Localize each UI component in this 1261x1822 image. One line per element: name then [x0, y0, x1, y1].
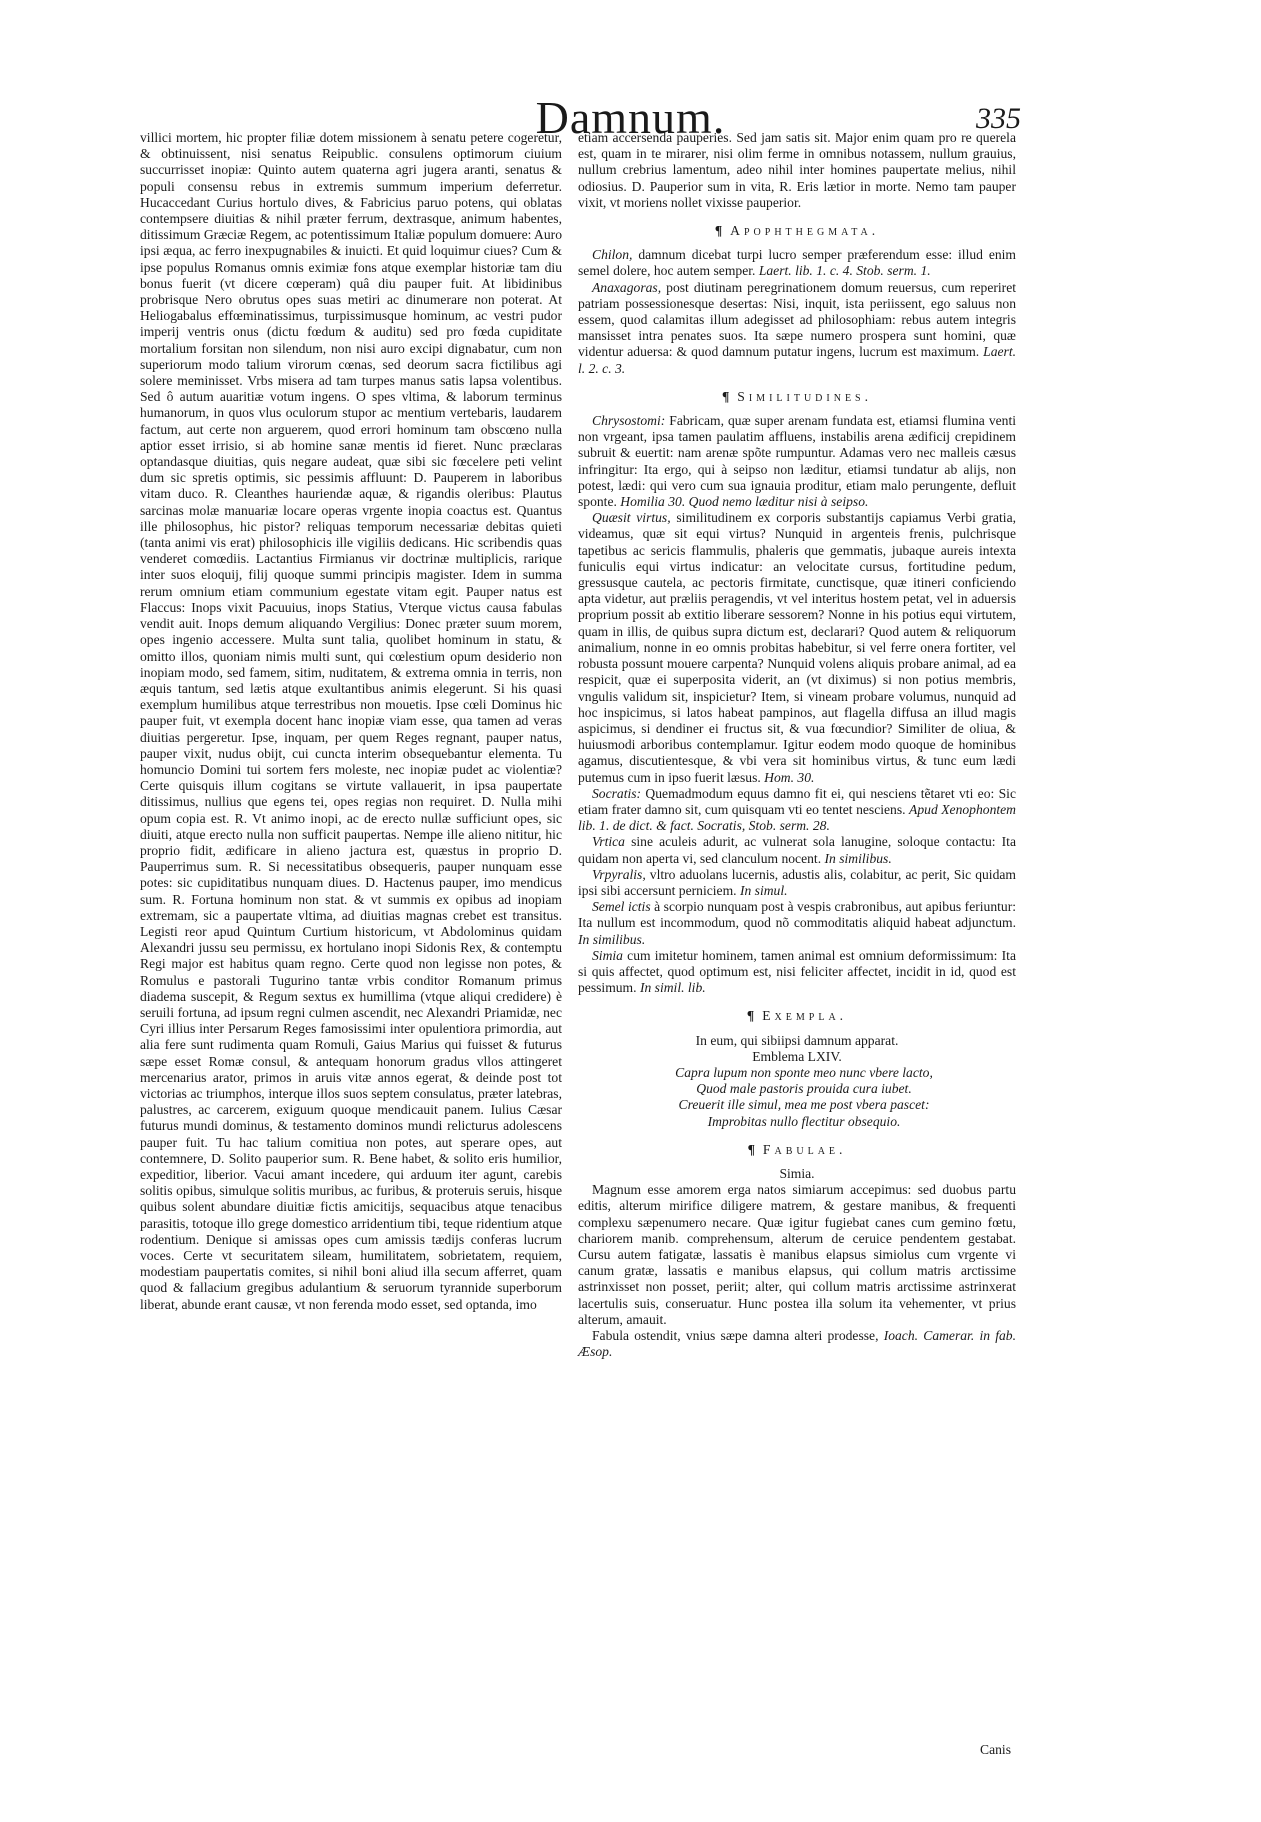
emblem-verse: Quod male pastoris prouida cura iubet.	[696, 1081, 912, 1097]
entry-vrpyralis	[578, 867, 1016, 899]
fable-title: Simia.	[779, 1165, 815, 1181]
entry-author: Chrysostomi:	[592, 413, 666, 429]
entry-quaesit-virtus	[578, 510, 1016, 785]
section-heading-text: Similitudines.	[737, 388, 873, 404]
entry-author: Vrtica	[592, 834, 625, 850]
entry-text: Quemadmodum equus damno fit ei, qui nesciens tẽtaret vti eo: Sic etiam frater damno sit, cum quisquam vti eo tentet nesciens.	[578, 785, 1016, 817]
moral-reference: Ioach. Camerar. in fab. Æsop.	[578, 1328, 1016, 1360]
entry-anaxagoras	[578, 280, 1016, 377]
pilcrow-mark: ¶	[714, 223, 723, 239]
fable-moral	[578, 1328, 1016, 1360]
section-heading-text: Fabulae.	[762, 1141, 847, 1157]
section-heading-text: Exempla.	[762, 1008, 848, 1024]
entry-author: Anaxagoras,	[592, 279, 662, 295]
page-number: 335	[976, 102, 1021, 135]
entry-text: damnum dicebat turpi lucro semper præferendum esse: illud enim semel dolere, hoc autem semper.	[578, 247, 1017, 279]
section-heading-exempla	[578, 1008, 1016, 1024]
entry-simia	[578, 948, 1016, 997]
entry-semel-ictis	[578, 899, 1016, 948]
right-column	[578, 130, 1016, 1360]
entry-author: Semel ictis	[592, 899, 651, 915]
pilcrow-mark: ¶	[747, 1141, 755, 1157]
entry-vrtica	[578, 834, 1016, 866]
entry-socratis	[578, 786, 1016, 835]
entry-reference: In similibus.	[824, 850, 892, 866]
entry-reference: Homilia 30. Quod nemo læditur nisi à seipso.	[620, 494, 869, 510]
section-heading-apophthegmata	[578, 223, 1016, 239]
right-column-intro: etiam accersenda pauperies. Sed jam satis sit. Major enim quam pro re querela est, quam in te mirarer, nisi olim ferme in omnibus notassem, nullum grauius, nullum crebrius lamentum, adeo nihil inter homines paupertate melius, nihil odiosius. D. Pauperior sum in vita, R. Eris lætior in morte. Nemo tam pauper vixit, vt moriens nollet vixisse pauperior.	[578, 130, 1016, 210]
entry-text: Fabricam, quæ super arenam fundata est, etiamsi flumina venti non vrgeant, ipsa tamen paulatim affluens, instabilis arena ædificij crepidinem subruit & euertit: nam arenæ spõte rumpuntur. Adamas vero nec malleis cæsus infringitur: Ita ergo, qui à seipso non læditur, etiamsi tundatur ab alijs, non potest, lædi: qui vero cum sua ignauia proditur, etiam malo perungente, defluit sponte.	[578, 413, 1016, 510]
entry-reference: In simul.	[739, 882, 788, 898]
entry-author: Chilon,	[592, 247, 633, 263]
left-column	[140, 130, 562, 1313]
entry-author: Vrpyralis,	[592, 866, 646, 882]
entry-author: Simia	[592, 947, 623, 963]
entry-author: Quæsit virtus,	[592, 510, 671, 526]
entry-reference: Laert. l. 2. c. 3.	[578, 344, 1016, 376]
running-title: Damnum.	[535, 92, 726, 143]
entry-author: Socratis:	[592, 785, 642, 801]
section-heading-fabulae	[578, 1142, 1016, 1158]
emblem-title: In eum, qui sibiipsi damnum apparat.	[695, 1032, 899, 1048]
catchword: Canis	[980, 1742, 1011, 1757]
entry-reference: In simil. lib.	[639, 980, 706, 996]
entry-text: post diutinam peregrinationem domum reuersus, cum reperiret patriam possessionesque desertas: Nisi, inquit, ista periissent, ego saluus non essem, quod calamitas illum adegisset ad philosophiam: rebus autem integris mansisset intra penates suos. Ita sæpe numero prospera sunt homini, quæ videntur aduersa: & quod damnum putatur ingens, lucrum est maximum.	[578, 279, 1016, 360]
section-heading-similitudines	[578, 389, 1016, 405]
emblem-verse: Creuerit ille simul, mea me post vbera pascet:	[678, 1097, 930, 1113]
left-column-text: villici mortem, hic propter filiæ dotem missionem à senatu petere cogeretur, & obtinuissent, nisi senatus Reipublic. consulens optimorum ciuium succurrisset inopiæ: Quinto autem quaterna agri jugera aranti, senatus & populi consensu rebus in extremis summum imperium deferretur. Hucaccedant Curius hortulo dives, & Fabricius paruo potens, qui oblatas contempsere diuitias & nihil præter ferrum, dextrasque, animum habentes, ditissimum Græciæ Regem, ac potentissimum Italiæ populum domuere: Auro ipsi æqua, ac ferro inexpugnabiles & inuicti. Et quid loquimur ciues? Cum & ipse populus Romanus omnis eximiæ fons atque exemplar historiæ tam diu bonus fuerit (vt dicere cœperam) quâ diu pauper fuit. At libidinibus probrisque Nero obrutus opes suas metiri ac dinumerare non poterat. At Heliogabalus effœminatissimus, turpissimusque hominum, ac vestri pudor imperij ventris onus (dictu fœdum & auditu) sed pro fœda cupiditate mortalium forsitan non silendum, non nisi auro excipi dignabatur, cum non superiorum modo talium virorum cœnas, sed deorum sacra fictilibus agi solere meminisset. Vrbs misera ad tam turpes manus satis lapsa volentibus. Sed ô autum auaritiæ votum ingens. O spes vltima, & laborum terminus humanorum, in quos vlus oculorum stupor ac mentium vertebaris, laudarem factum, aut certe non arguerem, quod errori hominum tam obscœno nulla aptior esset irrisio, si ab homine sanæ mentis id fieret. Nunc præclaras optandasque diuitias, quis negare audeat, quæ sibi sic fœcelere peti velint dum sic spretis optimis, sic pessimis affluunt: D. Pauperem in laboribus vitam duco. R. Cleanthes hauriendæ aquæ, & rigandis oleribus: Plautus sarcinas molæ manuariæ locare operas vrgente inopia coactus est. Quantus ille philosophus, hic pistor? reliquas temporum necessariæ debitas quieti (tanta animi vis erat) philosophicis ille vigiliis dedicans. Hic scribendis quas venderet comœdiis. Lactantius Firmianus vir doctrinæ multiplicis, rarique inter suos eloquij, filij quoque summi principis magister. Idem in summa rerum omnium etiam communium egestate vitam egit. Pauper natus est Flaccus: Inops vixit Pacuuius, inops Statius, Vterque victus causa fabulas vendit auit. Inops demum aliquando Vergilius: Donec præter suum morem, opes ingenio accessere. Multa sunt talia, quolibet hominum in statu, & omitto illos, quoniam nimis multi sunt, qui cœlestium opum desiderio non inopiam modo, sed famem, sitim, nuditatem, & extrema omnia in terris, non æquis tantum, sed lætis atque exultantibus animis elegerunt. Si his quasi exemplum humilibus atque terrestribus non mouetis. Ipse cœli Dominus hic pauper fuit, vt exempla docent hanc inopiæ viam esse, qua tamen ad veras diuitias pergeretur. Ipse, inquam, per quem Reges regnant, pauper natus, pauper vixit, nudus obijt, cui cuncta interim obsequebantur elementa. Tu homuncio Domini tui sortem fers moleste, nec inopiæ pudet ac violentiæ? Certe quisquis illum cogitans se virtute vallauerit, in ipsa paupertate ditissimus, nullius que egens tei, opes regias non requiret. D. Nulla mihi opum copia est. R. Vt animo inopi, ac de erecto nullæ sufficiunt opes, sic diuiti, atque erecto nulla non sufficit paupertas. Nempe ille alieno nititur, hic proprio fidit, ædificare in alieno jactura est, quæstus in proprio D. Pauperrimus sum. R. Si necessitatibus obsequeris, pauper nunquam esse potes: sic cupiditatibus nunquam diues. D. Hactenus pauper, imo mendicus sum. R. Fortuna hominum non stat. & vt summis ex opibus ad inopiam extremam, sic a paupertate vltima, ad diuitias magnas crebet est transitus. Legisti reor apud Quintum Curtium historicum, vt Abdolominus quidam Alexandri jussu seu permissu, ex hortulano inopi Sidonis Rex, & contemptu Regi major est habitus quam regno. Certe quod non legisse non potes, & Romulus e pastorali Tugurino tantæ vrbis conditor Romanum primus diadema suscepit, & Regum sextus ex humillima (vtque aliqui credidere) è seruili fortuna, ad ipsum regni culmen ascendit, nec Alexandri Priamidæ, nec Cyri illius inter Persarum Reges famosissimi inter opulentiora primordia, aut alia fere sunt rudimenta quam Romuli, Gaius Marius qui fuisset & futurus sæpe esset Romæ consul, & antequam honorum gradus vllos attingeret mercenarius arator, primos in aruis vitæ annos egerat, & deinde post tot victorias ac triumphos, interque illos suos septem consulatus, præter latebras, palustres, ac carcerem, exiguum quoque mendicauit panem. Iulius Cæsar futurus mundi dominus, & testamento dominos mundi relicturus adolescens pauper fuit. Tu hac talium comitiua non potes, aut sperare opes, aut contemnere, D. Solito pauperior sum. R. Bene habet, & solito eris humilior, expeditior, liberior. Vacui amant incedere, qui arduum iter agunt, carebis solitis opibus, simulque solitis muribus, ac furibus, & proteruis seruis, hisque quibus solent abundare diuitiæ fictis amicitijs, sequacibus atque tenacibus parasitis, totoque illo grege domestico arridentium tibi, teque ridentium atque rodentium. Denique si amissas opes cum amissis tædijs conferas lucrum voces. Certe vt securitatem sileam, humilitatem, sobrietatem, requiem, modestiam paupertatis comites, si nihil boni aliud illa secum afferret, quam quod & fallacium gregibus adulantium & seruorum tyrannide superborum liberat, abunde erant causæ, vt non ferenda modo esset, sed optanda, imo	[140, 130, 562, 1312]
entry-chrysostomi	[578, 413, 1016, 510]
fable-text: Magnum esse amorem erga natos simiarum accepimus: sed duobus partu editis, alterum mirifice diligere matrem, & gestare manibus, & frequenti complexu sæpenumero necare. Quæ igitur fugiebat canes cum gemino fœtu, chariorem manib. comprehensum, alterum de ceruice pendentem gestabat. Cursu autem fatigatæ, lassatis è manibus elapsus simiolus cum vrgente vi canum gratæ, lassatis e manibus elapsus, qui collum matris arctissime astrinxisset non posset, periit; alter, qui collum matris arctissime astrinxerat lacertulis suis, conseruatur. Hunc postea illa solum ita vehementer, vt prius alterum, amauit.	[578, 1182, 1016, 1327]
emblem-number: Emblema LXIV.	[752, 1048, 842, 1064]
entry-reference: Hom. 30.	[764, 769, 815, 785]
entry-text: à scorpio nunquam post à vespis crabronibus, aut apibus feriuntur: Ita nullum est incommodum, quod nõ commoditatis aliquid habeat adjunctum.	[578, 899, 1016, 931]
emblem-verse: Improbitas nullo flectitur obsequio.	[707, 1113, 901, 1129]
entry-chilon	[578, 247, 1016, 279]
entry-text: cum imitetur hominem, tamen animal est omnium deformissimum: Ita si quis affectet, quod optimum est, nisi feliciter affectet, incidit in id, quod est pessimum.	[578, 947, 1016, 996]
pilcrow-mark: ¶	[746, 1008, 755, 1024]
entry-reference: Apud Xenophontem lib. 1. de dict. & fact. Socratis, Stob. serm. 28.	[578, 801, 1016, 834]
moral-text: Fabula ostendit, vnius sæpe damna alteri prodesse,	[592, 1328, 879, 1344]
emblem-verse: Capra lupum non sponte meo nunc vbere lacto,	[675, 1064, 933, 1080]
pilcrow-mark: ¶	[721, 388, 730, 404]
entry-reference: Laert. lib. 1. c. 4. Stob. serm. 1.	[758, 263, 931, 279]
entry-text: vltro aduolans lucernis, adustis alis, colabitur, ac perit, Sic quidam ipsi sibi accersunt perniciem.	[578, 866, 1016, 898]
entry-reference: In similibus.	[578, 931, 646, 947]
entry-text: sine aculeis adurit, ac vulnerat sola lanugine, soloque contactu: Ita quidam non aperta vi, sed clanculum nocent.	[578, 834, 1016, 866]
entry-text: similitudinem ex corporis substantijs capiamus Verbi gratia, videamus, quæ sit equi virtus? Nunquid in argenteis frenis, pulchrisque tapetibus ac sericis flammulis, phaleris que gemmatis, jubaque aureis intexta funiculis equi virtus indicatur: an velocitate cursus, fortitudine pedum, gressusque cautela, ac pectoris firmitate, cunctisque, quæ itineri conficiendo apta videtur, aut præliis peragendis, vt vel interitus hostem petat, vel in aduersis proprium possit ab extitio liberare sessorem? Nonne in his potius equi virtutem, quam in illis, de quibus supra dictum est, declarari? Quod autem & reliquorum animalium, nonne in eo omnis probitas habebitur, si vel ferre onera fortiter, vel robusta possunt mouere carpenta? Nunquid volens aliquis probare animal, ad ea respicit, quæ ei superposita viderit, an (vt diximus) si non potius membris, vngulis validum sit, inspicietur? Item, si vineam probare volumus, nunquid ad hoc inspicimus, si latos habeat pampinos, aut flagella diffusa an illud magis aspicimus, si dendiner ei fructus sit, & vua fœcundior? Similiter de oliua, & huiusmodi arboribus contemplamur. Igitur eodem modo quoque de hominibus agamus, discutientesque, & vbi vera sit hominibus virtus, & tunc eum lædi putemus cum in ipso fuerit læsus.	[578, 510, 1016, 785]
section-heading-text: Apophthegmata.	[730, 223, 880, 239]
